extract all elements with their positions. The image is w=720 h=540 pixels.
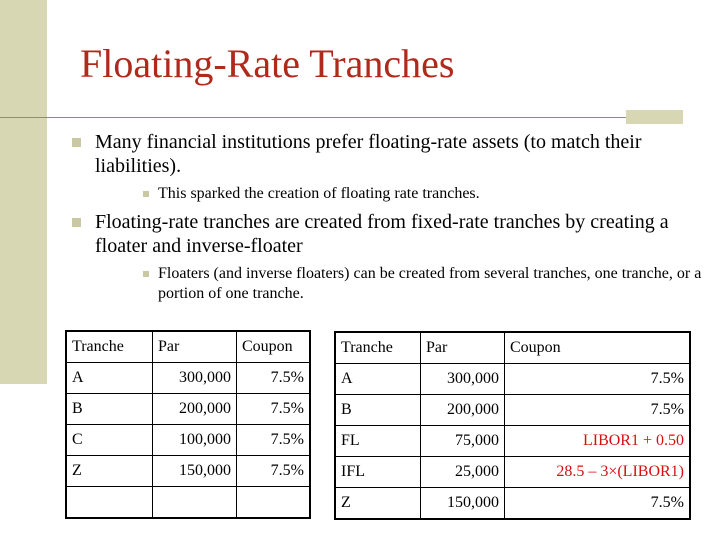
bullet-text: Floating-rate tranches are created from fixed-rate tranches by creating a floater and inverse-floater (95, 211, 669, 257)
table-cell: 150,000 (421, 488, 505, 520)
table-row (66, 394, 310, 425)
right-accent-bar (626, 110, 683, 124)
table-cell: C (66, 425, 153, 456)
table-cell: A (66, 363, 153, 394)
inverse-floater-coupon-cell: 28.5 – 3×(LIBOR1) (505, 457, 691, 488)
table-cell: 7.5% (237, 363, 311, 394)
column-header: Tranche (66, 331, 153, 363)
tranche-table-floating (334, 331, 691, 520)
table-row-empty (66, 487, 310, 519)
bullet-item (70, 130, 710, 178)
square-bullet-icon (72, 218, 81, 227)
table-cell: 150,000 (153, 456, 237, 487)
table-cell: B (66, 394, 153, 425)
page-title: Floating-Rate Tranches (80, 41, 455, 86)
table-cell: 7.5% (505, 364, 691, 395)
table-cell: 200,000 (153, 394, 237, 425)
table-cell: 7.5% (505, 395, 691, 426)
table-row (66, 363, 310, 394)
sub-bullet-item (70, 264, 710, 304)
table-cell (237, 487, 311, 519)
table-cell: 300,000 (421, 364, 505, 395)
column-header: Par (153, 331, 237, 363)
bullet-item (70, 210, 710, 258)
table-cell: 25,000 (421, 457, 505, 488)
table-row (66, 456, 310, 487)
column-header: Coupon (505, 332, 691, 364)
column-header: Par (421, 332, 505, 364)
table-cell: 75,000 (421, 426, 505, 457)
table-cell: 7.5% (237, 425, 311, 456)
table-cell: 100,000 (153, 425, 237, 456)
sub-bullet-item (70, 184, 710, 204)
table-header-row (335, 332, 690, 364)
table-cell (153, 487, 237, 519)
table-cell: 200,000 (421, 395, 505, 426)
tranche-table-original (65, 330, 311, 519)
table-row (335, 488, 690, 520)
column-header: Tranche (335, 332, 421, 364)
square-bullet-icon (143, 191, 149, 197)
table-row (335, 395, 690, 426)
column-header: Coupon (237, 331, 311, 363)
table-cell: FL (335, 426, 421, 457)
square-bullet-icon (143, 271, 149, 277)
bullet-list (70, 130, 710, 304)
table-cell: IFL (335, 457, 421, 488)
table-row-inverse-floater (335, 457, 690, 488)
table-row (66, 425, 310, 456)
table-cell: B (335, 395, 421, 426)
left-accent-bar (0, 0, 47, 384)
sub-bullet-text: Floaters (and inverse floaters) can be created from several tranches, one tranche, or a portion of one tranche. (158, 265, 702, 302)
corner-accent-box (47, 0, 71, 22)
bullet-text: Many financial institutions prefer floating-rate assets (to match their liabilities). (95, 131, 642, 177)
table-cell: 300,000 (153, 363, 237, 394)
table-cell: 7.5% (505, 488, 691, 520)
table-row (335, 364, 690, 395)
sub-bullet-text: This sparked the creation of floating rate tranches. (158, 185, 480, 202)
floater-coupon-cell: LIBOR1 + 0.50 (505, 426, 691, 457)
table-cell (66, 487, 153, 519)
table-cell: 7.5% (237, 456, 311, 487)
table-cell: A (335, 364, 421, 395)
table-cell: Z (335, 488, 421, 520)
table-row-floater (335, 426, 690, 457)
title-divider (0, 117, 626, 118)
table-header-row (66, 331, 310, 363)
square-bullet-icon (72, 138, 81, 147)
table-cell: Z (66, 456, 153, 487)
table-cell: 7.5% (237, 394, 311, 425)
